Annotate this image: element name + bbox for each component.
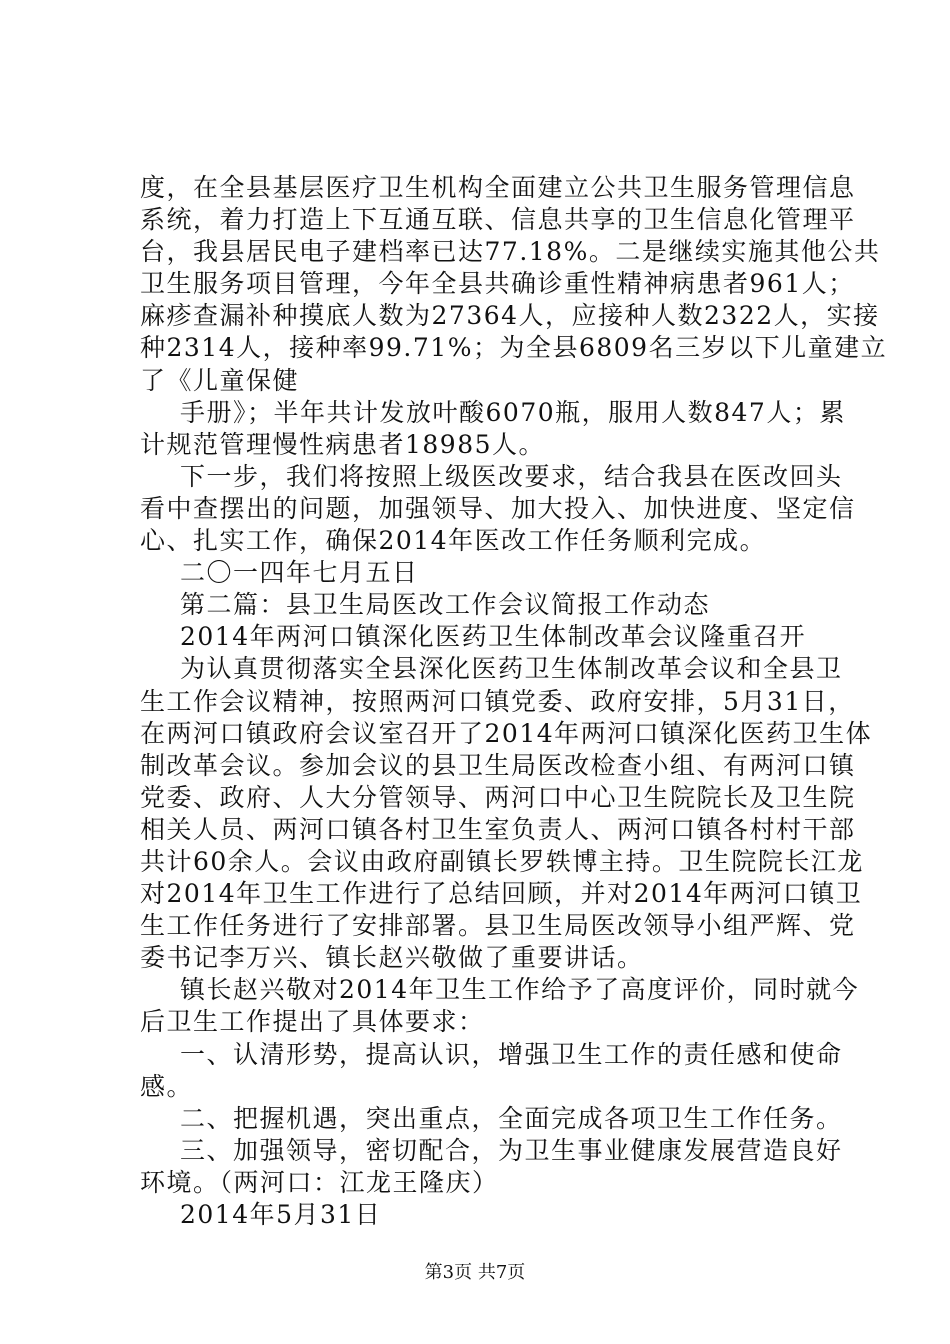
body-line: 计规范管理慢性病患者18985人。 [140, 430, 546, 459]
body-line: 度，在全县基层医疗卫生机构全面建立公共卫生服务管理信息 [140, 173, 856, 202]
body-line: 共计60余人。会议由政府副镇长罗轶博主持。卫生院院长江龙 [140, 847, 864, 876]
section-heading: 第二篇：县卫生局医改工作会议简报工作动态 [180, 590, 711, 619]
body-line: 党委、政府、人大分管领导、两河口中心卫生院院长及卫生院 [140, 783, 856, 812]
body-line: 手册》；半年共计发放叶酸6070瓶，服用人数847人；累 [180, 398, 846, 427]
body-line: 生工作会议精神，按照两河口镇党委、政府安排，5月31日， [140, 687, 855, 716]
article-title: 2014年两河口镇深化医药卫生体制改革会议隆重召开 [180, 622, 807, 651]
page-footer: 第3页 共7页 [424, 1262, 526, 1283]
body-line: 系统，着力打造上下互通互联、信息共享的卫生信息化管理平 [140, 205, 856, 234]
date-line: 二〇一四年七月五日 [180, 558, 419, 587]
body-line: 台，我县居民电子建档率已达77.18%。二是继续实施其他公共 [140, 237, 881, 266]
body-line: 对2014年卫生工作进行了总结回顾，并对2014年两河口镇卫 [140, 879, 863, 908]
body-line: 环境。（两河口：江龙王隆庆） [140, 1168, 499, 1197]
body-line: 了《儿童保健 [140, 366, 300, 395]
body-line: 感。 [140, 1072, 194, 1101]
body-line: 在两河口镇政府会议室召开了2014年两河口镇深化医药卫生体 [140, 719, 873, 748]
list-item: 三、加强领导，密切配合，为卫生事业健康发展营造良好 [180, 1136, 843, 1165]
body-line: 为认真贯彻落实全县深化医药卫生体制改革会议和全县卫 [180, 654, 843, 683]
list-item: 一、认清形势，提高认识，增强卫生工作的责任感和使命 [180, 1040, 843, 1069]
body-line: 麻疹查漏补种摸底人数为27364人，应接种人数2322人，实接 [140, 301, 880, 330]
body-line: 镇长赵兴敬对2014年卫生工作给予了高度评价，同时就今 [180, 975, 860, 1004]
body-line: 制改革会议。参加会议的县卫生局医改检查小组、有两河口镇 [140, 751, 856, 780]
body-line: 下一步，我们将按照上级医改要求，结合我县在医改回头 [180, 462, 843, 491]
body-line: 生工作任务进行了安排部署。县卫生局医改领导小组严辉、党 [140, 911, 856, 940]
body-line: 委书记李万兴、镇长赵兴敬做了重要讲话。 [140, 943, 644, 972]
list-item: 二、把握机遇，突出重点，全面完成各项卫生工作任务。 [180, 1104, 843, 1133]
body-line: 相关人员、两河口镇各村卫生室负责人、两河口镇各村村干部 [140, 815, 856, 844]
body-line: 卫生服务项目管理，今年全县共确诊重性精神病患者961人； [140, 269, 855, 298]
body-line: 心、扎实工作，确保2014年医改工作任务顺利完成。 [140, 526, 767, 555]
body-line: 种2314人，接种率99.71%；为全县6809名三岁以下儿童建立 [140, 333, 888, 362]
body-line: 后卫生工作提出了具体要求： [140, 1007, 485, 1036]
body-line: 看中查摆出的问题，加强领导、加大投入、加快进度、坚定信 [140, 494, 856, 523]
date-line: 2014年5月31日 [180, 1200, 382, 1229]
